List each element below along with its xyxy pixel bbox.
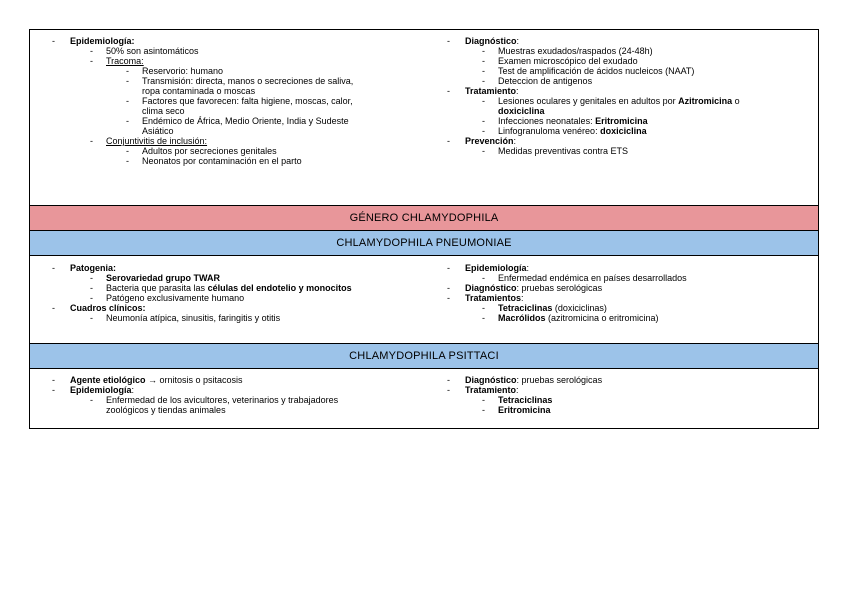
bullet: - [90,273,93,283]
bullet: - [482,56,485,66]
tratamientos-heading: Tratamientos: [465,293,524,303]
prevencion-heading: Prevención: [465,136,517,146]
adultos-text: Adultos por secreciones genitales [142,146,277,156]
pneumoniae-right-column [424,256,818,343]
bullet: - [447,36,450,46]
pneumoniae-section [30,256,818,344]
bullet: - [90,56,93,66]
tracoma-heading: Tracoma: [106,56,144,66]
chlamydia-section [30,30,818,206]
neumonia-text: Neumonía atípica, sinusitis, faringitis y otitis [106,313,281,323]
bullet: - [482,303,485,313]
tratamiento-heading: Tratamiento: [465,385,519,395]
bullet: - [482,313,485,323]
bullet: - [447,283,450,293]
tetraciclinas-text: Tetraciclinas (doxiciclinas) [498,303,607,313]
bullet: - [52,263,55,273]
bullet: - [482,395,485,405]
infecciones-text: Infecciones neonatales: Eritromicina [498,116,648,126]
bullet: - [126,96,129,106]
epidemiologia-heading: Epidemiología: [70,36,135,46]
psittaci-right-column [424,369,818,428]
transmision-text-2: ropa contaminada o moscas [142,86,256,96]
bullet: - [90,395,93,405]
diagnostico-line: Diagnóstico: pruebas serológicas [465,375,603,385]
bullet: - [447,263,450,273]
bullet: - [126,146,129,156]
diagnostico-heading: Diagnóstico: [465,36,520,46]
bullet: - [482,146,485,156]
bullet: - [126,66,129,76]
linfogranuloma-text: Linfogranuloma venéreo: doxiciclina [498,126,647,136]
lesiones-text: Lesiones oculares y genitales en adultos por Azitromicina o [498,96,740,106]
muestras-text: Muestras exudados/raspados (24-48h) [498,46,653,56]
epidemiologia-heading: Epidemiología: [70,385,135,395]
psittaci-left-column [30,369,424,428]
endemico-text-1: Endémico de África, Medio Oriente, India y Sudeste [142,116,349,126]
chlamydia-right-column [424,30,818,205]
bullet: - [482,273,485,283]
examen-text: Examen microscópico del exudado [498,56,638,66]
serovariedad-text: Serovariedad grupo TWAR [106,273,221,283]
tetraciclinas-text: Tetraciclinas [498,395,553,405]
cuadros-heading: Cuadros clínicos: [70,303,146,313]
tratamiento-heading: Tratamiento: [465,86,519,96]
deteccion-text: Deteccion de antigenos [498,76,593,86]
bullet: - [447,86,450,96]
patogenia-heading: Patogenia: [70,263,117,273]
factores-text-2: clima seco [142,106,185,116]
bullet: - [126,156,129,166]
transmision-text-1: Transmisión: directa, manos o secreciones de saliva, [142,76,354,86]
bullet: - [447,136,450,146]
conjuntivitis-heading: Conjuntivitis de inclusión: [106,136,208,146]
bullet: - [482,405,485,415]
avicultores-text-2: zoológicos y tiendas animales [106,405,226,415]
bullet: - [52,375,55,385]
bullet: - [482,46,485,56]
bullet: - [482,96,485,106]
medidas-text: Medidas preventivas contra ETS [498,146,629,156]
avicultores-text-1: Enfermedad de los avicultores, veterinarios y trabajadores [106,395,339,405]
agente-etiologico-text: Agente etiológico → ornitosis o psitacosis [70,375,243,385]
patogeno-text: Patógeno exclusivamente humano [106,293,245,303]
psittaci-banner: CHLAMYDOPHILA PSITTACI [30,344,818,369]
diagnostico-line: Diagnóstico: pruebas serológicas [465,283,603,293]
bullet: - [52,36,55,46]
bullet: - [90,136,93,146]
macrolidos-text: Macrólidos (azitromicina o eritromicina) [498,313,659,323]
epidemiologia-heading: Epidemiología: [465,263,530,273]
bullet: - [447,293,450,303]
bullet: - [52,385,55,395]
bullet: - [126,116,129,126]
bullet: - [447,385,450,395]
bullet: - [90,46,93,56]
bullet: - [90,283,93,293]
bullet: - [482,76,485,86]
pneumoniae-banner: CHLAMYDOPHILA PNEUMONIAE [30,231,818,256]
bullet: - [90,313,93,323]
bullet: - [482,116,485,126]
eritromicina-text: Eritromicina [498,405,551,415]
psittaci-section [30,369,818,428]
endemico-text-2: Asiático [142,126,174,136]
endemica-text: Enfermedad endémica en países desarrollados [498,273,687,283]
chlamydia-left-column [30,30,424,205]
doxiciclina-text: doxiciclina [498,106,545,116]
naat-text: Test de amplificación de ácidos nucleicos (NAAT) [498,66,695,76]
bullet: - [482,126,485,136]
genero-chlamydophila-banner: GÉNERO CHLAMYDOPHILA [30,206,818,231]
reservorio-text: Reservorio: humano [142,66,224,76]
bullet: - [126,76,129,86]
summary-table [29,29,819,429]
bacteria-text: Bacteria que parasita las células del endotelio y monocitos [106,283,352,293]
asintomaticos-text: 50% son asintomáticos [106,46,199,56]
pneumoniae-left-column [30,256,424,343]
factores-text-1: Factores que favorecen: falta higiene, moscas, calor, [142,96,353,106]
bullet: - [90,293,93,303]
neonatos-text: Neonatos por contaminación en el parto [142,156,302,166]
bullet: - [447,375,450,385]
bullet: - [52,303,55,313]
bullet: - [482,66,485,76]
